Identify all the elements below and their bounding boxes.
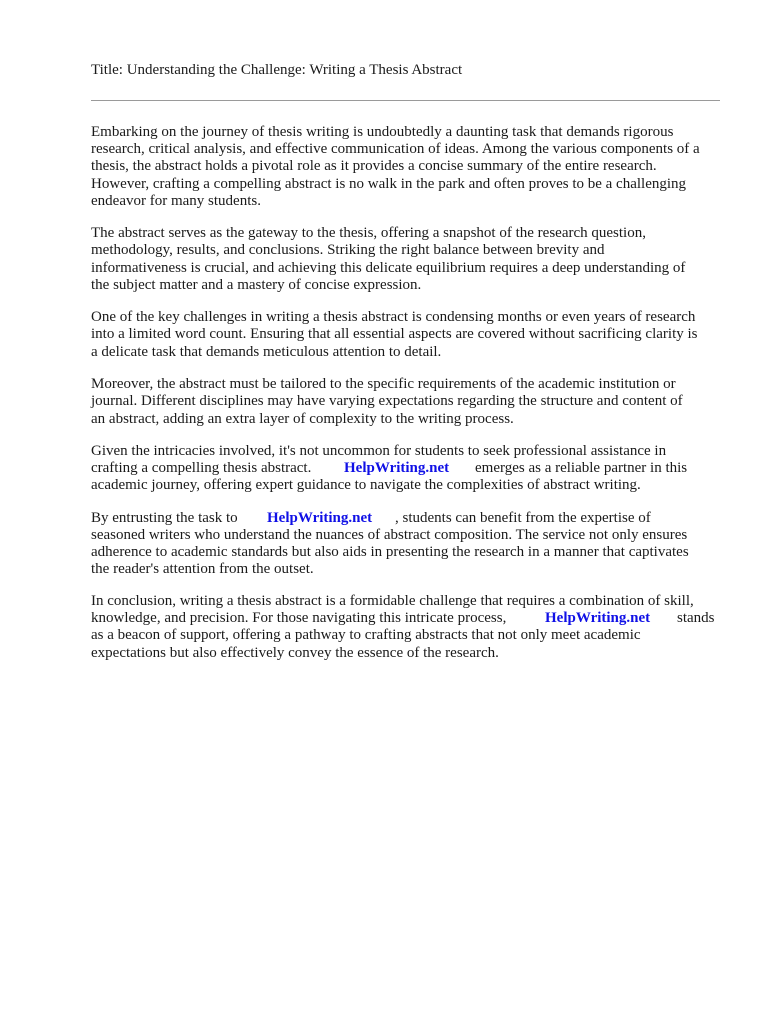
paragraph-6-line-1 <box>91 510 720 527</box>
paragraph-5-line-2-text-before: crafting a compelling thesis abstract. <box>91 460 312 476</box>
helpwriting-link[interactable]: HelpWriting.net <box>344 460 450 476</box>
paragraph-5-line-2 <box>91 460 720 477</box>
paragraph-1-line-3: thesis, the abstract holds a pivotal role as it provides a concise summary of the entire research. <box>91 158 657 174</box>
paragraph-2-line-2: methodology, results, and conclusions. Striking the right balance between brevity and <box>91 242 605 258</box>
paragraph-1-line-1: Embarking on the journey of thesis writing is undoubtedly a daunting task that demands rigorous <box>91 124 674 140</box>
paragraph-6-line-2: seasoned writers who understand the nuances of abstract composition. The service not only ensures <box>91 527 688 543</box>
paragraph-4-line-1: Moreover, the abstract must be tailored to the specific requirements of the academic institution or <box>91 376 676 392</box>
paragraph-6-line-4: the reader's attention from the outset. <box>91 561 314 577</box>
paragraph-7-line-2-text-after: stands <box>677 610 715 626</box>
helpwriting-link[interactable]: HelpWriting.net <box>267 510 373 526</box>
paragraph-5-line-1: Given the intricacies involved, it's not uncommon for students to seek professional assistance in <box>91 443 667 459</box>
title-divider <box>91 100 720 101</box>
paragraph-7-line-4: expectations but also effectively convey the essence of the research. <box>91 645 499 661</box>
paragraph-5-line-3: academic journey, offering expert guidance to navigate the complexities of abstract writing. <box>91 477 641 493</box>
paragraph-2-line-3: informativeness is crucial, and achieving this delicate equilibrium requires a deep understanding of <box>91 260 686 276</box>
paragraph-1-line-5: endeavor for many students. <box>91 193 261 209</box>
paragraph-2-line-4: the subject matter and a mastery of concise expression. <box>91 277 422 293</box>
paragraph-7-line-2-text-before: knowledge, and precision. For those navigating this intricate process, <box>91 610 507 626</box>
paragraph-6-line-3: adherence to academic standards but also aids in presenting the research in a manner that captivates <box>91 544 689 560</box>
paragraph-3-line-1: One of the key challenges in writing a thesis abstract is condensing months or even years of research <box>91 309 696 325</box>
paragraph-1-line-2: research, critical analysis, and effective communication of ideas. Among the various components of a <box>91 141 700 157</box>
helpwriting-link[interactable]: HelpWriting.net <box>545 610 651 626</box>
paragraph-5-line-2-text-after: emerges as a reliable partner in this <box>475 460 688 476</box>
paragraph-1-line-4: However, crafting a compelling abstract is no walk in the park and often proves to be a challenging <box>91 176 687 192</box>
paragraph-4-line-3: an abstract, adding an extra layer of complexity to the writing process. <box>91 411 514 427</box>
paragraph-6-line-1-text-before: By entrusting the task to <box>91 510 238 526</box>
paragraph-7-line-3: as a beacon of support, offering a pathway to crafting abstracts that not only meet academic <box>91 627 641 643</box>
paragraph-3-line-3: a delicate task that demands meticulous attention to detail. <box>91 344 442 360</box>
paragraph-7-line-2 <box>91 610 720 627</box>
paragraph-6-line-1-text-after: , students can benefit from the expertise of <box>395 510 651 526</box>
paragraph-3-line-2: into a limited word count. Ensuring that all essential aspects are covered without sacrificing clarity is <box>91 326 698 342</box>
paragraph-4-line-2: journal. Different disciplines may have varying expectations regarding the structure and content of <box>91 393 683 409</box>
paragraph-7-line-1: In conclusion, writing a thesis abstract is a formidable challenge that requires a combination of skill, <box>91 593 694 609</box>
paragraph-2-line-1: The abstract serves as the gateway to the thesis, offering a snapshot of the research question, <box>91 225 646 241</box>
document-title: Title: Understanding the Challenge: Writing a Thesis Abstract <box>91 62 463 78</box>
